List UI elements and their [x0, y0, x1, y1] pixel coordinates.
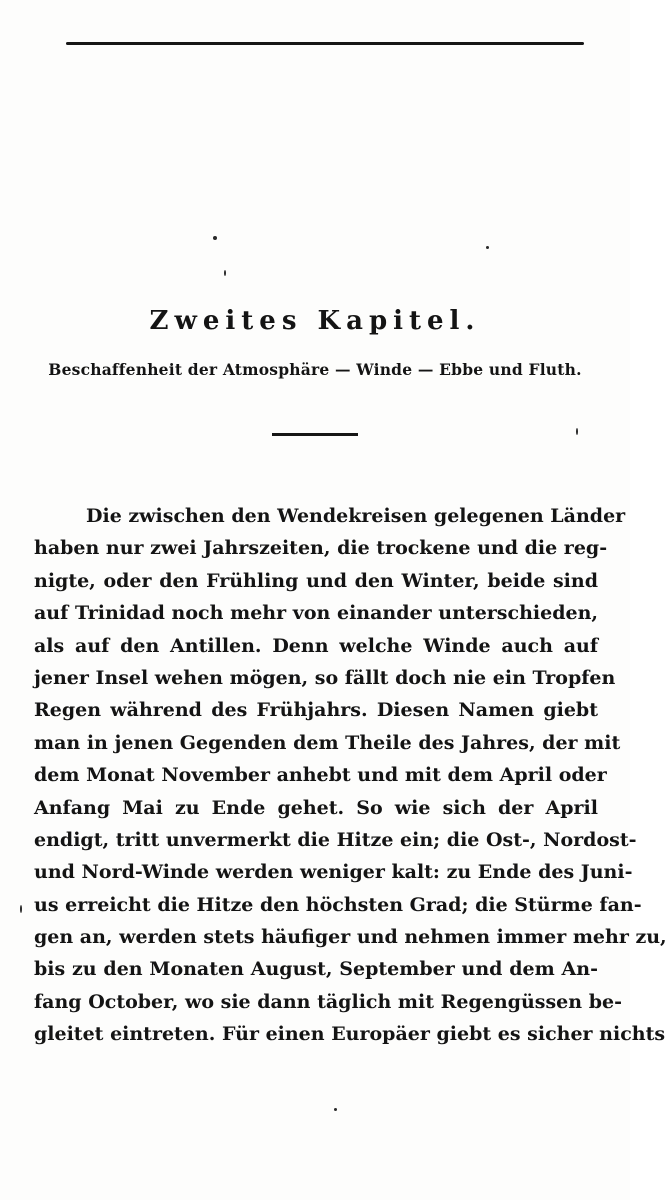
text-line: us erreicht die Hitze den höchsten Grad; die Stürme fan- — [34, 893, 642, 916]
scan-speck — [224, 270, 226, 276]
text-line: dem Monat November anhebt und mit dem April oder — [34, 764, 607, 787]
chapter-title: Zweites Kapitel. — [149, 306, 481, 336]
text-line: endigt, tritt unvermerkt die Hitze ein; die Ost-, Nordost- — [34, 828, 637, 851]
text-line: jener Insel wehen mögen, so fällt doch nie ein Tropfen — [34, 666, 616, 689]
text-line: nigte, oder den Frühling und den Winter, beide sind — [34, 569, 598, 592]
top-rule — [66, 42, 584, 45]
text-line: gen an, werden stets häufiger und nehmen immer mehr zu, — [34, 926, 667, 949]
text-line: fang October, wo sie dann täglich mit Regengüssen be- — [34, 990, 622, 1013]
text-line: Anfang Mai zu Ende gehet. So wie sich der April — [34, 796, 598, 819]
body-paragraph — [34, 500, 667, 1051]
text-line: auf Trinidad noch mehr von einander unterschieden, — [34, 602, 598, 625]
scan-speck — [486, 246, 489, 249]
text-line: bis zu den Monaten August, September und dem An- — [34, 958, 598, 981]
scan-speck — [334, 1108, 337, 1111]
chapter-subtitle: Beschaffenheit der Atmosphäre — Winde — Ebbe und Fluth. — [48, 360, 582, 379]
text-line: und Nord-Winde werden weniger kalt: zu Ende des Juni- — [34, 861, 633, 884]
scan-speck — [20, 905, 22, 913]
section-divider — [272, 433, 358, 436]
text-line: man in jenen Gegenden dem Theile des Jahres, der mit — [34, 731, 621, 754]
scan-speck — [213, 236, 217, 240]
text-line: Die zwischen den Wendekreisen gelegenen Länder — [86, 505, 626, 527]
text-line: Regen während des Frühjahrs. Diesen Namen giebt — [34, 699, 598, 722]
scan-speck — [576, 428, 578, 435]
text-line: gleitet eintreten. Für einen Europäer giebt es sicher nichts — [34, 1023, 666, 1046]
text-line: als auf den Antillen. Denn welche Winde auch auf — [34, 634, 598, 657]
text-line: haben nur zwei Jahrszeiten, die trockene und die reg- — [34, 537, 608, 560]
